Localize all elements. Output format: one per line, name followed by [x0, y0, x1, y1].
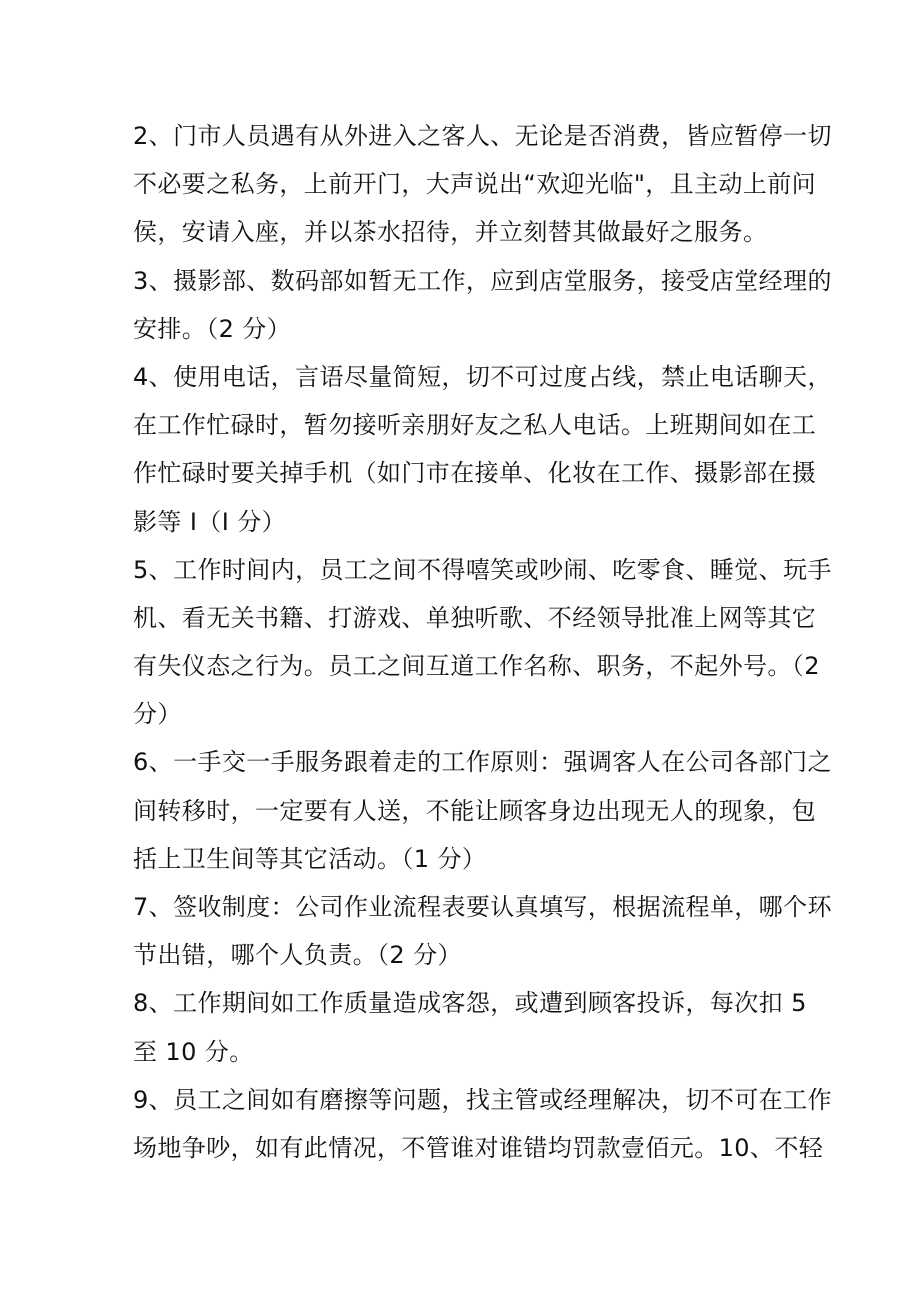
document-body [133, 112, 832, 1172]
text-line: 9、员工之间如有磨擦等问题，找主管或经理解决，切不可在工作 [133, 1085, 832, 1114]
text-line: 不必要之私务，上前开门，大声说出“欢迎光临"，且主动上前问 [133, 170, 817, 199]
text-line: 安排。（2 分） [133, 314, 292, 343]
text-line: 在工作忙碌时，暂勿接听亲朋好友之私人电话。上班期间如在工 [133, 411, 817, 440]
text-line: 至 10 分。 [133, 1037, 254, 1066]
text-line: 间转移时，一定要有人送，不能让顾客身边出现无人的现象，包 [133, 796, 817, 825]
text-line: 作忙碌时要关掉手机（如门市在接单、化妆在工作、摄影部在摄 [133, 459, 817, 488]
text-line: 4、使用电话，言语尽量简短，切不可过度占线，禁止电话聊天， [133, 362, 832, 391]
text-line: 5、工作时间内，员工之间不得嘻笑或吵闹、吃零食、睡觉、玩手 [133, 555, 832, 584]
text-line: 机、看无关书籍、打游戏、单独听歌、不经领导批准上网等其它 [133, 603, 817, 632]
text-line: 3、摄影部、数码部如暂无工作，应到店堂服务，接受店堂经理的 [133, 266, 832, 295]
text-line: 8、工作期间如工作质量造成客怨，或遭到顾客投诉，每次扣 5 [133, 989, 807, 1018]
text-line: 7、签收制度：公司作业流程表要认真填写，根据流程单，哪个环 [133, 893, 832, 921]
text-line: 侯，安请入座，并以茶水招待，并立刻替其做最好之服务。 [133, 218, 768, 247]
text-line: 2、门市人员遇有从外进入之客人、无论是否消费，皆应暂停一切 [133, 122, 832, 150]
text-line: 6、一手交一手服务跟着走的工作原则：强调客人在公司各部门之 [133, 748, 832, 777]
text-line: 分） [133, 700, 182, 729]
text-line: 有失仪态之行为。员工之间互道工作名称、职务，不起外号。（2 [133, 652, 820, 681]
text-line: 影等 I（I 分） [133, 507, 287, 536]
text-line: 场地争吵，如有此情况，不管谁对谁错均罚款壹佰元。10、不轻 [133, 1133, 824, 1162]
text-line: 节出错，哪个人负责。（2 分） [133, 941, 462, 970]
text-line: 括上卫生间等其它活动。（1 分） [133, 844, 487, 873]
